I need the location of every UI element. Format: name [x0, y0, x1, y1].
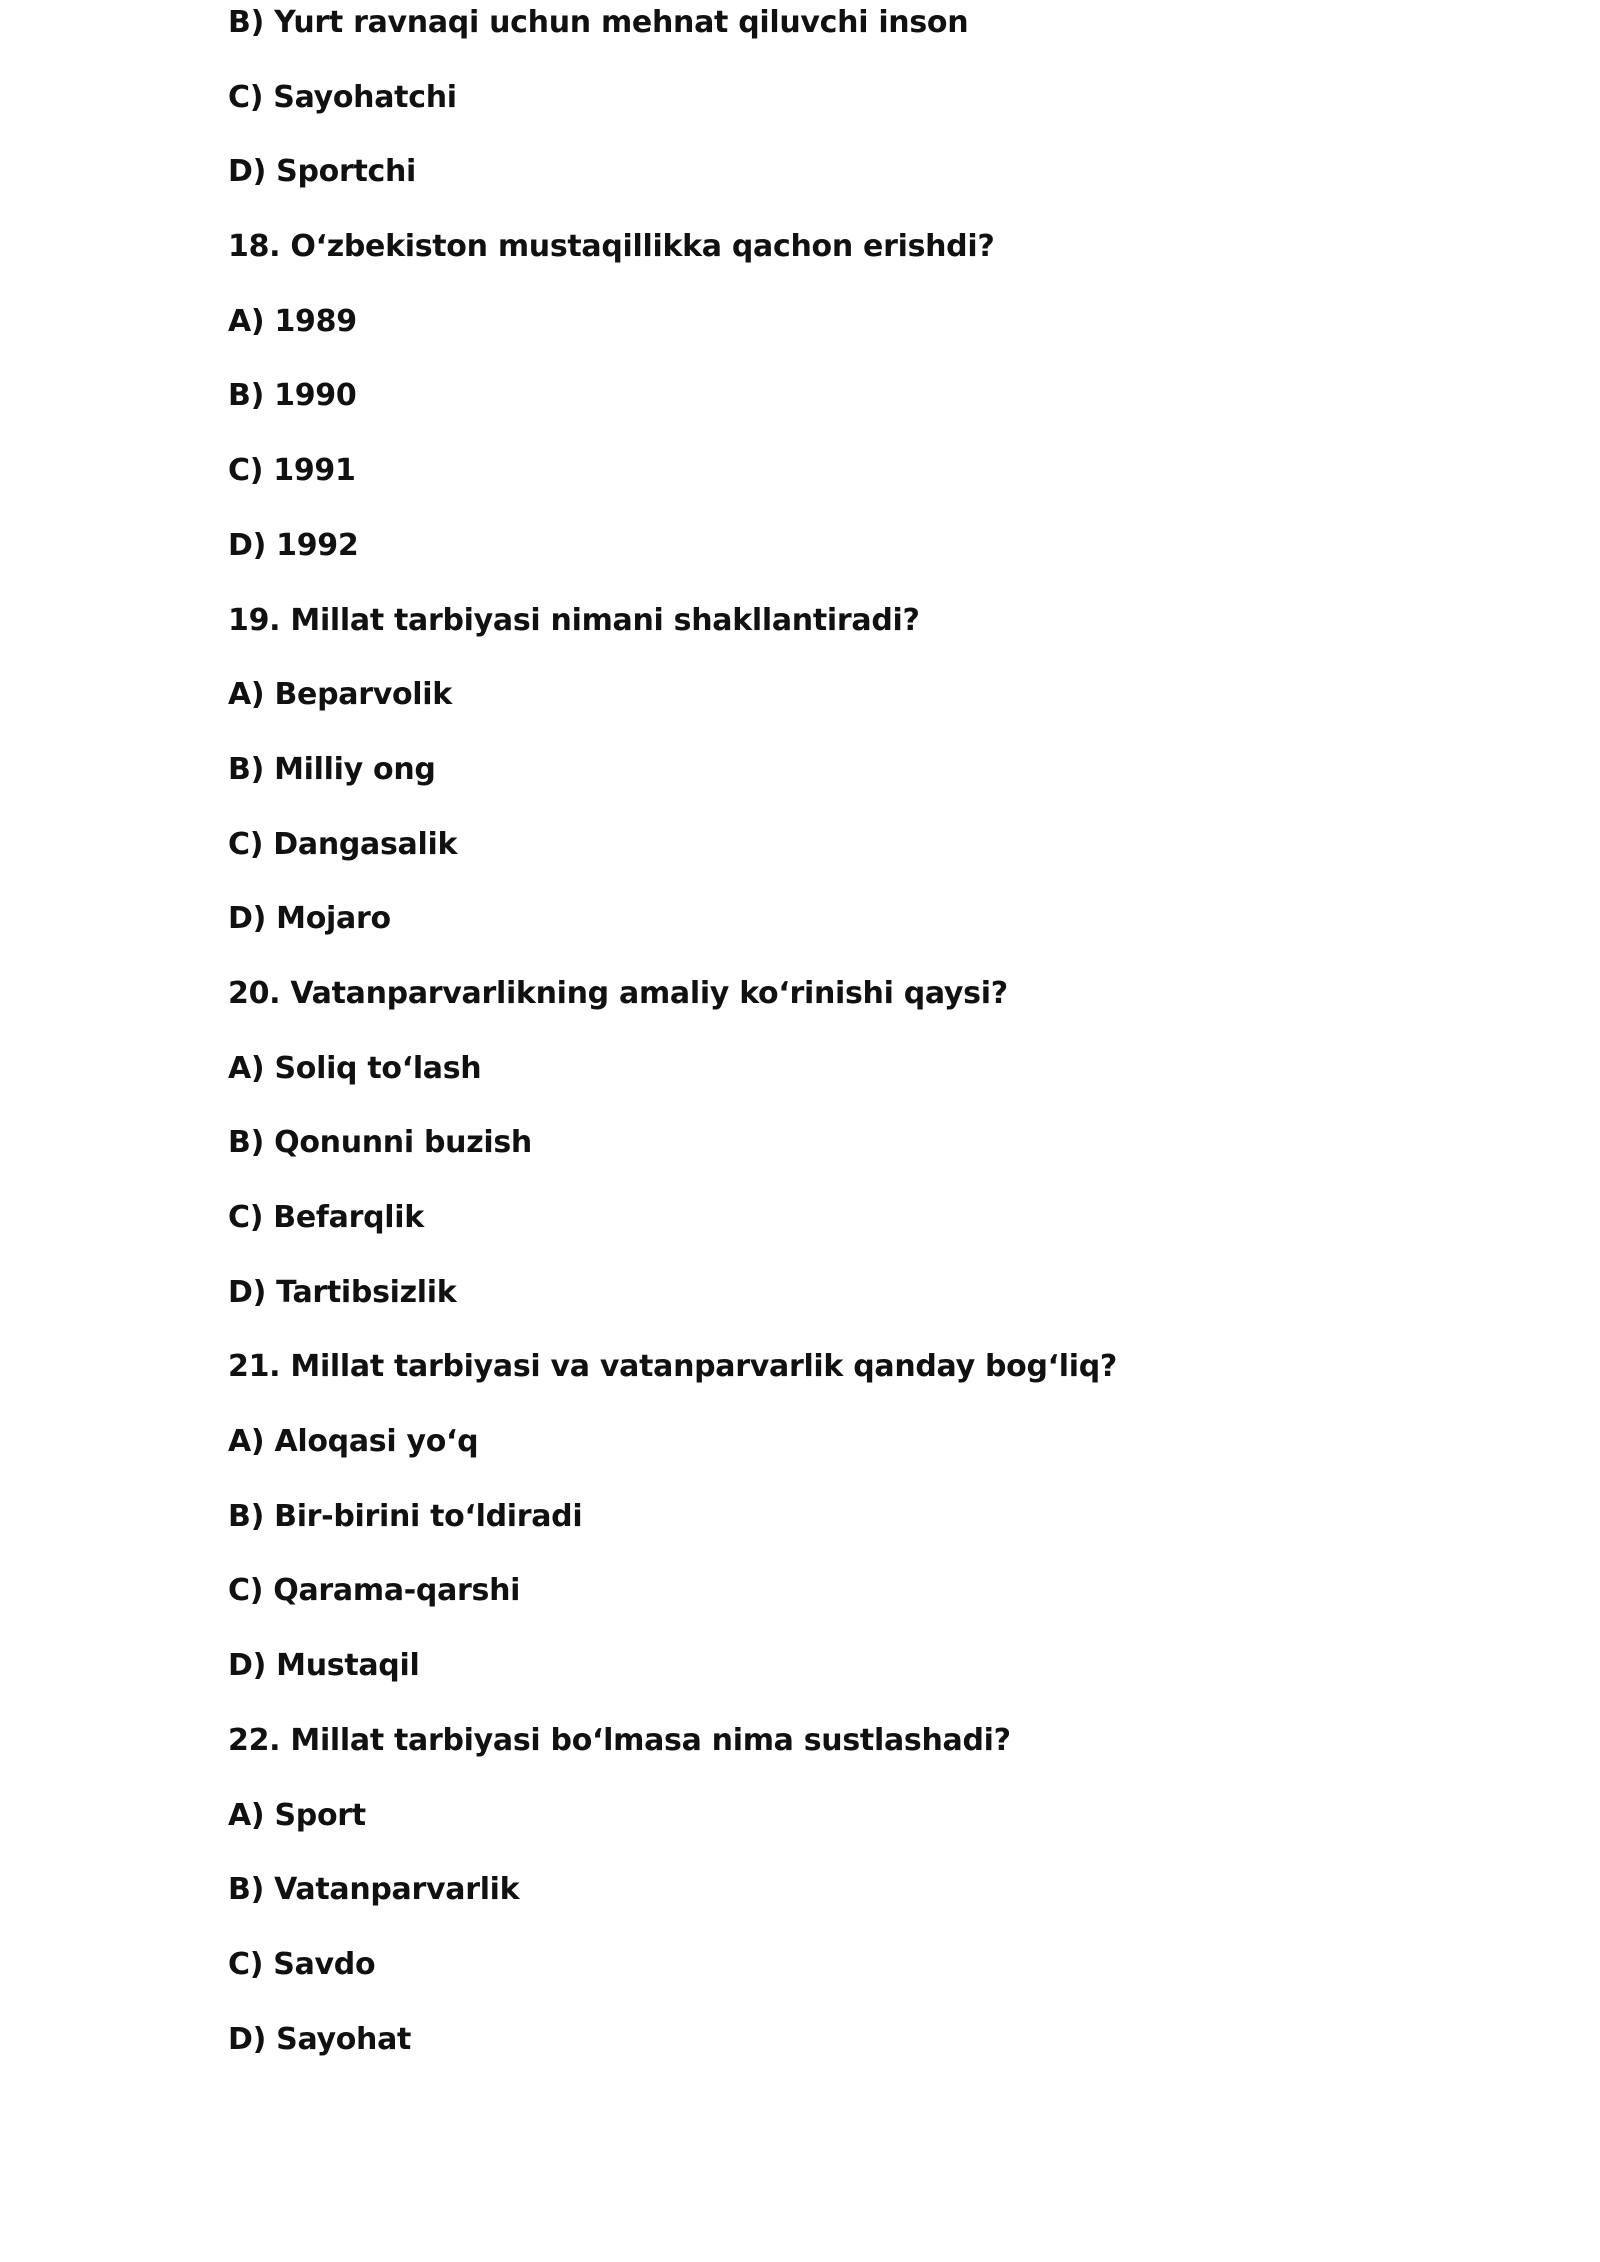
answer-option: D) Sayohat	[228, 2021, 412, 2057]
answer-option: B) Bir-birini to‘ldiradi	[228, 1498, 583, 1534]
answer-option: B) Milliy ong	[228, 751, 436, 787]
answer-option: D) Mustaqil	[228, 1648, 420, 1684]
answer-option: C) Befarqlik	[228, 1200, 424, 1235]
answer-option: A) 1989	[228, 303, 357, 339]
answer-option: D) Mojaro	[228, 901, 391, 937]
answer-option: C) Dangasalik	[228, 826, 458, 862]
question-21: 21. Millat tarbiyasi va vatanparvarlik qanday bog‘liq?	[228, 1349, 1117, 1385]
question-18: 18. O‘zbekiston mustaqillikka qachon erishdi?	[228, 229, 995, 265]
answer-option: D) Tartibsizlik	[228, 1274, 457, 1310]
answer-option: C) Qarama-qarshi	[228, 1573, 521, 1609]
answer-option: A) Sport	[228, 1797, 366, 1833]
answer-option: A) Soliq to‘lash	[228, 1050, 482, 1086]
question-19: 19. Millat tarbiyasi nimani shakllantiradi?	[228, 602, 920, 638]
answer-option: A) Aloqasi yo‘q	[228, 1424, 479, 1460]
answer-option: B) Vatanparvarlik	[228, 1872, 520, 1908]
answer-option: B) 1990	[228, 378, 357, 414]
answer-option: C) Sayohatchi	[228, 79, 457, 115]
answer-option: A) Beparvolik	[228, 677, 452, 713]
answer-option: D) Sportchi	[228, 154, 417, 190]
answer-option: B) Qonunni buzish	[228, 1125, 532, 1161]
question-20: 20. Vatanparvarlikning amaliy ko‘rinishi qaysi?	[228, 975, 1008, 1011]
question-22: 22. Millat tarbiyasi bo‘lmasa nima sustlashadi?	[228, 1722, 1011, 1758]
answer-option: C) 1991	[228, 453, 356, 489]
quiz-content	[228, 0, 1428, 2089]
answer-option: C) Savdo	[228, 1946, 376, 1982]
answer-option: D) 1992	[228, 527, 359, 563]
answer-option: B) Yurt ravnaqi uchun mehnat qiluvchi inson	[228, 5, 969, 40]
